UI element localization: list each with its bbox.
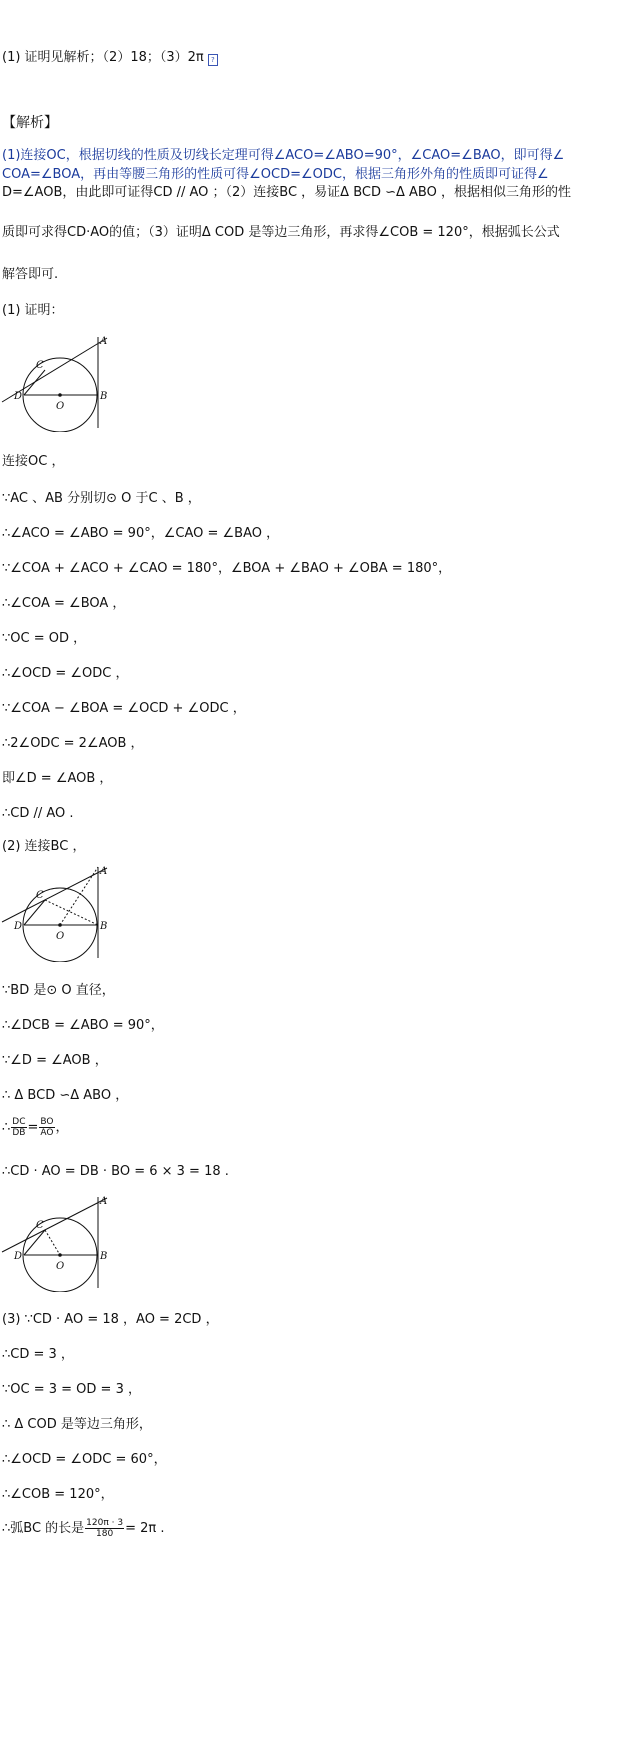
label-a: A — [100, 1196, 108, 1207]
center-point — [58, 393, 62, 397]
part3-step-6: ∴∠COB = 120°， — [2, 1487, 114, 1502]
ratio-equals: = — [27, 1120, 39, 1135]
part3-step-3: ∵OC = 3 = OD = 3 ， — [2, 1382, 141, 1397]
fraction-arc — [85, 1518, 124, 1539]
segment-cd — [24, 1230, 45, 1255]
dashed-segment-co — [45, 1230, 60, 1255]
analysis-line-1: (1)连接OC，根据切线的性质及切线长定理可得∠ACO=∠ABO=90°，∠CAO=∠BAO，即可得∠ — [2, 148, 565, 163]
part1-step-5: ∴∠COA = ∠BOA ， — [2, 596, 126, 611]
part2-ratio — [2, 1117, 69, 1138]
label-d: D — [14, 391, 23, 402]
broken-image-icon: ? — [208, 54, 218, 66]
analysis-line-2: COA=∠BOA，再由等腰三角形的性质可得∠OCD=∠ODC，根据三角形外角的性质即可证得∠ — [2, 167, 549, 182]
label-d: D — [14, 921, 23, 932]
part2-title: (2) 连接BC ， — [2, 839, 86, 854]
tangent-line-ac — [2, 868, 107, 922]
label-a: A — [100, 336, 108, 347]
fraction-dc-db — [11, 1117, 26, 1138]
fraction-denominator: AO — [40, 1128, 54, 1138]
label-b: B — [100, 921, 108, 932]
fraction-numerator: DC — [12, 1117, 26, 1127]
analysis-line-4: 质即可求得CD·AO的值；（3）证明Δ COD 是等边三角形，再求得∠COB = 120°，根据弧长公式 — [2, 225, 560, 240]
label-b: B — [100, 1251, 108, 1262]
part3-step-5: ∴∠OCD = ∠ODC = 60°， — [2, 1452, 167, 1467]
fraction-denominator: DB — [12, 1128, 26, 1138]
segment-cd — [24, 370, 45, 395]
analysis-heading: 【解析】 — [2, 115, 58, 131]
label-o: O — [56, 931, 65, 942]
label-o: O — [56, 401, 65, 412]
geometry-figure-2 — [0, 862, 120, 962]
part1-step-6: ∵OC = OD ， — [2, 631, 87, 646]
center-point — [58, 923, 62, 927]
label-d: D — [14, 1251, 23, 1262]
fraction-bo-ao — [39, 1117, 54, 1138]
ratio-suffix: ， — [55, 1120, 69, 1135]
label-c: C — [36, 890, 44, 901]
part2-step-4: ∴ Δ BCD ∽Δ ABO ， — [2, 1088, 129, 1103]
geometry-figure-3 — [0, 1192, 120, 1292]
part1-step-10: 即∠D = ∠AOB ， — [2, 771, 113, 786]
part3-step-2: ∴CD = 3 ， — [2, 1347, 74, 1362]
label-c: C — [36, 360, 44, 371]
tangent-line-ac — [2, 1198, 107, 1252]
label-b: B — [100, 391, 108, 402]
part3-step-4: ∴ Δ COD 是等边三角形， — [2, 1417, 152, 1432]
analysis-line-3: D=∠AOB，由此即可证得CD // AO ；（2）连接BC ，易证Δ BCD ∽Δ ABO ，根据相似三角形的性 — [2, 185, 571, 200]
part1-step-3: ∴∠ACO = ∠ABO = 90°，∠CAO = ∠BAO ， — [2, 526, 280, 541]
answer-line — [2, 49, 218, 67]
part3-step-1: (3) ∵CD · AO = 18 ，AO = 2CD ， — [2, 1312, 219, 1327]
ratio-prefix: ∴ — [2, 1120, 11, 1135]
arc-prefix: ∴弧BC 的长是 — [2, 1521, 85, 1536]
fraction-denominator: 180 — [96, 1529, 114, 1539]
part1-step-1: 连接OC ， — [2, 454, 65, 469]
part2-result: ∴CD · AO = DB · BO = 6 × 3 = 18 . — [2, 1164, 229, 1179]
geometry-figure-1 — [0, 332, 120, 432]
part1-title: (1) 证明： — [2, 303, 64, 318]
fraction-numerator: BO — [40, 1117, 54, 1127]
analysis-line-5: 解答即可. — [2, 267, 59, 282]
label-o: O — [56, 1261, 65, 1272]
part1-step-4: ∵∠COA + ∠ACO + ∠CAO = 180°，∠BOA + ∠BAO + ∠OBA = 180°， — [2, 561, 452, 576]
label-a: A — [100, 866, 108, 877]
part1-step-11: ∴CD // AO . — [2, 806, 74, 821]
part2-step-1: ∵BD 是⊙ O 直径， — [2, 983, 115, 998]
answer-text: (1) 证明见解析；（2）18；（3）2π — [2, 50, 204, 65]
center-point — [58, 1253, 62, 1257]
segment-cd — [24, 900, 45, 925]
part1-step-8: ∵∠COA − ∠BOA = ∠OCD + ∠ODC ， — [2, 701, 246, 716]
part3-arc-length — [2, 1518, 164, 1539]
part1-step-2: ∵AC 、AB 分别切⊙ O 于C 、B ， — [2, 491, 201, 506]
fraction-numerator: 120π · 3 — [86, 1518, 124, 1528]
label-c: C — [36, 1220, 44, 1231]
part1-step-7: ∴∠OCD = ∠ODC ， — [2, 666, 129, 681]
part1-step-9: ∴2∠ODC = 2∠AOB ， — [2, 736, 144, 751]
part2-step-3: ∵∠D = ∠AOB ， — [2, 1053, 108, 1068]
part2-step-2: ∴∠DCB = ∠ABO = 90°， — [2, 1018, 164, 1033]
arc-suffix: = 2π . — [125, 1521, 165, 1536]
